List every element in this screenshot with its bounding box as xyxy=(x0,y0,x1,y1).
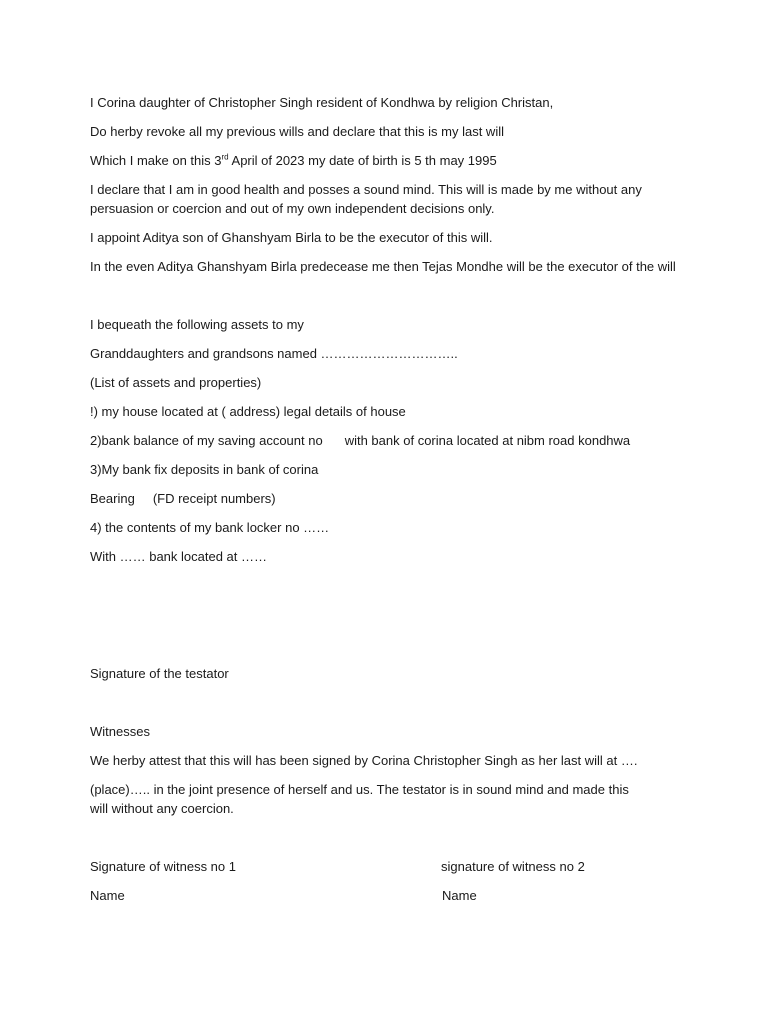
intro-line-3 xyxy=(90,151,497,170)
intro-line-2: Do herby revoke all my previous wills and declare that this is my last will xyxy=(90,124,504,139)
asset-item-4-bank: With …… bank located at …… xyxy=(90,549,268,564)
intro-line-3-suffix: April of 2023 my date of birth is 5 th may 1995 xyxy=(228,153,497,168)
bequest-line-1: I bequeath the following assets to my xyxy=(90,317,304,332)
intro-line-4: I declare that I am in good health and posses a sound mind. This will is made by me without any persuasion or coercion and out of my own independent decisions only. xyxy=(90,182,642,216)
testator-signature-label: Signature of the testator xyxy=(90,666,229,681)
asset-item-3: 3)My bank fix deposits in bank of corina xyxy=(90,462,319,477)
asset-item-1: !) my house located at ( address) legal details of house xyxy=(90,404,406,419)
bearing-label: Bearing xyxy=(90,491,135,506)
bequest-line-2: Granddaughters and grandsons named ………………………….. xyxy=(90,346,458,361)
witness-1-name-label: Name xyxy=(90,888,125,903)
asset-item-3-bearing xyxy=(90,489,276,508)
witness-attest-line-2: (place)….. in the joint presence of herself and us. The testator is in sound mind and made this will without any coercion. xyxy=(90,782,629,816)
witness-1-signature-label: Signature of witness no 1 xyxy=(90,859,236,874)
asset-item-2-account: 2)bank balance of my saving account no xyxy=(90,433,323,448)
witnesses-heading: Witnesses xyxy=(90,724,150,739)
intro-line-3-prefix: Which I make on this 3 xyxy=(90,153,222,168)
intro-line-1: I Corina daughter of Christopher Singh resident of Kondhwa by religion Christan, xyxy=(90,95,554,110)
fd-receipt-numbers: (FD receipt numbers) xyxy=(152,491,276,506)
witness-2-name-label: Name xyxy=(442,888,477,903)
intro-line-5: I appoint Aditya son of Ghanshyam Birla to be the executor of this will. xyxy=(90,230,493,245)
intro-line-3-sup: rd xyxy=(221,152,229,162)
asset-item-2-bank: with bank of corina located at nibm road kondhwa xyxy=(344,433,631,448)
asset-item-4: 4) the contents of my bank locker no …… xyxy=(90,520,330,535)
intro-line-6: In the even Aditya Ghanshyam Birla predecease me then Tejas Mondhe will be the executor of the will xyxy=(90,259,676,274)
asset-item-2 xyxy=(90,431,630,450)
witness-attest-line-1: We herby attest that this will has been signed by Corina Christopher Singh as her last will at …. xyxy=(90,753,638,768)
witness-2-signature-label: signature of witness no 2 xyxy=(441,859,585,874)
bequest-line-3: (List of assets and properties) xyxy=(90,375,262,390)
